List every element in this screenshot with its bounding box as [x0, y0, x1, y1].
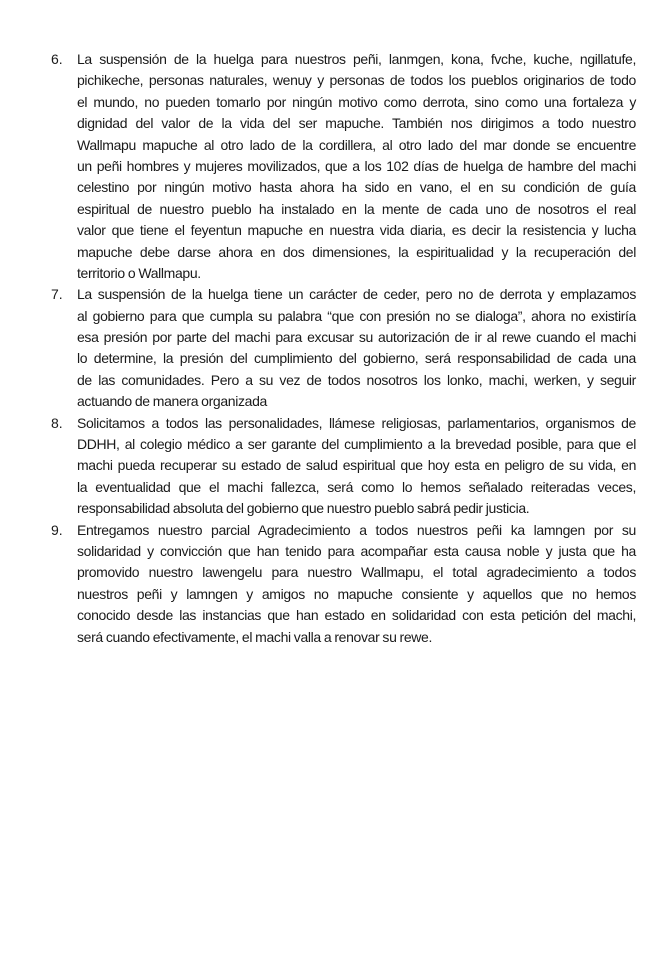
text-line: solidaridad y convicción que han tenido para acompañar esta causa noble y justa que ha: [77, 542, 636, 559]
item-text: [77, 49, 636, 284]
list-item-6: [0, 49, 665, 284]
list-item-9: [0, 520, 665, 648]
list-item-8: [0, 413, 665, 520]
document-page: [0, 49, 665, 648]
text-line: La suspensión de la huelga tiene un carácter de ceder, pero no de derrota y emplazamos: [77, 286, 636, 303]
text-line: será cuando efectivamente, el machi valla a renovar su rewe.: [77, 628, 433, 645]
text-line: conocido desde las instancias que han estado en solidaridad con esta petición del machi,: [77, 607, 636, 624]
text-line: esa presión por parte del machi para excusar su autorización de ir al rewe cuando el machi: [77, 329, 636, 346]
item-number: 6.: [51, 51, 63, 67]
text-line: actuando de manera organizada: [77, 393, 267, 410]
text-line: Wallmapu mapuche al otro lado de la cordillera, al otro lado del mar donde se encuentre: [77, 136, 636, 153]
item-number: 7.: [51, 286, 63, 303]
item-text: [77, 413, 636, 520]
list-item-7: [0, 284, 665, 412]
text-line: responsabilidad absoluta del gobierno que nuestro pueblo sabrá pedir justicia.: [77, 500, 530, 517]
text-line: dignidad del valor de la vida del ser mapuche. También nos dirigimos a todo nuestro: [77, 115, 636, 132]
text-line: territorio o Wallmapu.: [77, 264, 201, 281]
text-line: Solicitamos a todos las personalidades, llámese religiosas, parlamentarios, organismos de: [77, 414, 636, 431]
text-line: valor que tiene el feyentun mapuche en nuestra vida diaria, es decir la resistencia y lucha: [77, 222, 636, 239]
text-line: promovido nuestro lawengelu para nuestro Wallmapu, el total agradecimiento a todos: [77, 564, 636, 581]
text-line: espiritual de nuestro pueblo ha instalado en la mente de cada uno de nosotros el real: [77, 200, 636, 217]
item-text: [77, 520, 636, 648]
text-line: un peñi hombres y mujeres movilizados, que a los 102 días de huelga de hambre del machi: [77, 157, 636, 174]
text-line: DDHH, al colegio médico a ser garante del cumplimiento a la brevedad posible, para que el: [77, 436, 636, 453]
text-line: el mundo, no pueden tomarlo por ningún motivo como derrota, sino como una fortaleza y: [77, 93, 636, 110]
text-line: machi pueda recuperar su estado de salud espiritual que hoy esta en peligro de su vida, en: [77, 457, 636, 474]
text-line: nuestros peñi y lamngen y amigos no mapuche consiente y aquellos que no hemos: [77, 585, 636, 602]
text-line: La suspensión de la huelga para nuestros peñi, lanmgen, kona, fvche, kuche, ngillatufe,: [77, 51, 636, 67]
text-line: de las comunidades. Pero a su vez de todos nosotros los lonko, machi, werken, y seguir: [77, 371, 636, 388]
text-line: mapuche debe darse ahora en dos dimensiones, la espiritualidad y la recuperación del: [77, 243, 636, 260]
text-line: la eventualidad que el machi fallezca, será como lo hemos señalado reiteradas veces,: [77, 478, 636, 495]
text-line: pichikeche, personas naturales, wenuy y personas de todos los pueblos originarios de todo: [77, 72, 636, 89]
text-line: Entregamos nuestro parcial Agradecimiento a todos nuestros peñi ka lamngen por su: [77, 521, 636, 538]
item-number: 9.: [51, 521, 63, 538]
item-number: 8.: [51, 414, 63, 431]
item-text: [77, 284, 636, 412]
text-line: al gobierno para que cumpla su palabra “que con presión no se dialoga”, ahora no existiría: [77, 307, 636, 324]
text-line: lo determine, la presión del cumplimiento del gobierno, será responsabilidad de cada una: [77, 350, 636, 367]
text-line: celestino por ningún motivo hasta ahora ha sido en vano, el en su condición de guía: [77, 179, 636, 196]
